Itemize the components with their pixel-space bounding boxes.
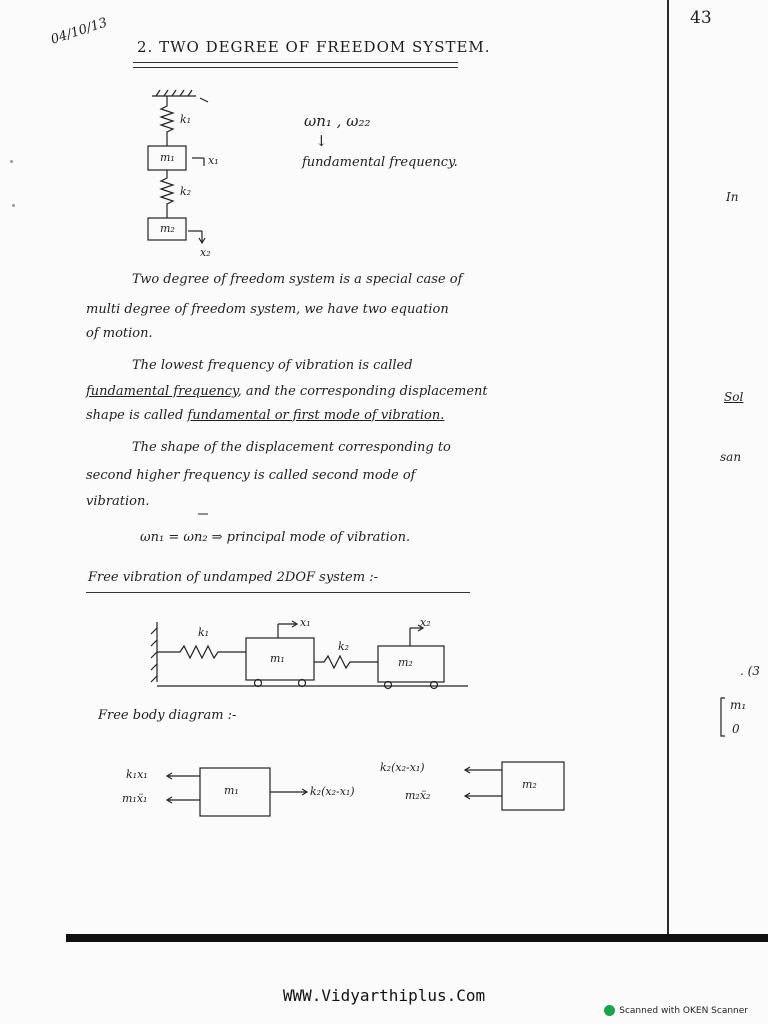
page-number: 43 bbox=[690, 8, 712, 28]
para1-line3: of motion. bbox=[86, 326, 153, 341]
system-x2-label: x₂ bbox=[420, 616, 431, 629]
diagram-x2-label: x₂ bbox=[200, 246, 211, 259]
para1-line1: Two degree of freedom system is a special case of bbox=[132, 272, 463, 287]
matrix-bracket bbox=[721, 698, 725, 736]
fbd-k1x1-label: k₁x₁ bbox=[126, 768, 148, 781]
section-underline bbox=[86, 592, 470, 593]
fbd-title: Free body diagram :- bbox=[98, 708, 237, 723]
fbd-m2-accel-label: m₂ẍ₂ bbox=[405, 789, 431, 802]
para2-line3: shape is called fundamental or first mode of vibration. bbox=[86, 408, 445, 423]
first-mode-term: fundamental or first mode of vibration. bbox=[187, 408, 445, 423]
scanner-watermark bbox=[604, 1005, 748, 1016]
system-x1-label: x₁ bbox=[300, 616, 311, 629]
footer-site: WWW.Vidyarthiplus.Com bbox=[282, 986, 486, 1005]
system-k2-label: k₂ bbox=[338, 640, 350, 653]
date: 04/10/13 bbox=[49, 15, 110, 48]
margin-fragment: . (3 bbox=[740, 664, 760, 678]
principal-mode-equation: ωn₁ = ωn₂ ⇒ principal mode of vibration. bbox=[140, 530, 411, 545]
fbd-mid-force-label: k₂(x₂-x₁) bbox=[310, 785, 355, 798]
margin-fragment: In bbox=[726, 190, 739, 204]
diagram-m2-label: m₂ bbox=[160, 222, 175, 235]
fbd-m2-label: m₂ bbox=[522, 778, 537, 791]
page-title: 2. TWO DEGREE OF FREEDOM SYSTEM. bbox=[137, 38, 491, 56]
scanner-logo-icon bbox=[604, 1005, 615, 1016]
vertical-spring-mass-diagram bbox=[148, 90, 208, 243]
para2-line1: The lowest frequency of vibration is called bbox=[132, 358, 413, 373]
down-arrow-icon: ↓ bbox=[315, 132, 328, 150]
diagram-x1-label: x₁ bbox=[208, 154, 219, 167]
system-m1-label: m₁ bbox=[270, 652, 285, 665]
para3-line3: vibration. bbox=[86, 494, 150, 509]
diagram-k1-label: k₁ bbox=[180, 113, 192, 126]
omega-notation: ωn₁ , ω₂₂ bbox=[304, 112, 371, 130]
para2-line2: fundamental frequency, and the corresponding displacement bbox=[86, 384, 488, 399]
diagram-m1-label: m₁ bbox=[160, 151, 175, 164]
margin-fragment: m₁ bbox=[730, 698, 747, 712]
system-k1-label: k₁ bbox=[198, 626, 210, 639]
section-title: Free vibration of undamped 2DOF system :- bbox=[88, 570, 378, 585]
para3-line1: The shape of the displacement corresponding to bbox=[132, 440, 451, 455]
fbd-m1-label: m₁ bbox=[224, 784, 239, 797]
bottom-rule bbox=[66, 934, 768, 942]
para1-line2: multi degree of freedom system, we have two equation bbox=[86, 302, 449, 317]
fundamental-frequency-note: fundamental frequency. bbox=[302, 155, 458, 170]
scanner-label: Scanned with OKEN Scanner bbox=[619, 1005, 748, 1016]
system-m2-label: m₂ bbox=[398, 656, 413, 669]
fbd-right-force-label: k₂(x₂-x₁) bbox=[380, 761, 425, 774]
fbd-m1-accel-label: m₁ẍ₁ bbox=[122, 792, 148, 805]
para3-line2: second higher frequency is called second mode of bbox=[86, 468, 416, 483]
diagram-k2-label: k₂ bbox=[180, 185, 192, 198]
margin-fragment: 0 bbox=[732, 722, 740, 736]
margin-fragment: Sol bbox=[724, 390, 744, 404]
margin-fragment: san bbox=[720, 450, 742, 464]
fundamental-frequency-term: fundamental frequency bbox=[86, 384, 238, 399]
